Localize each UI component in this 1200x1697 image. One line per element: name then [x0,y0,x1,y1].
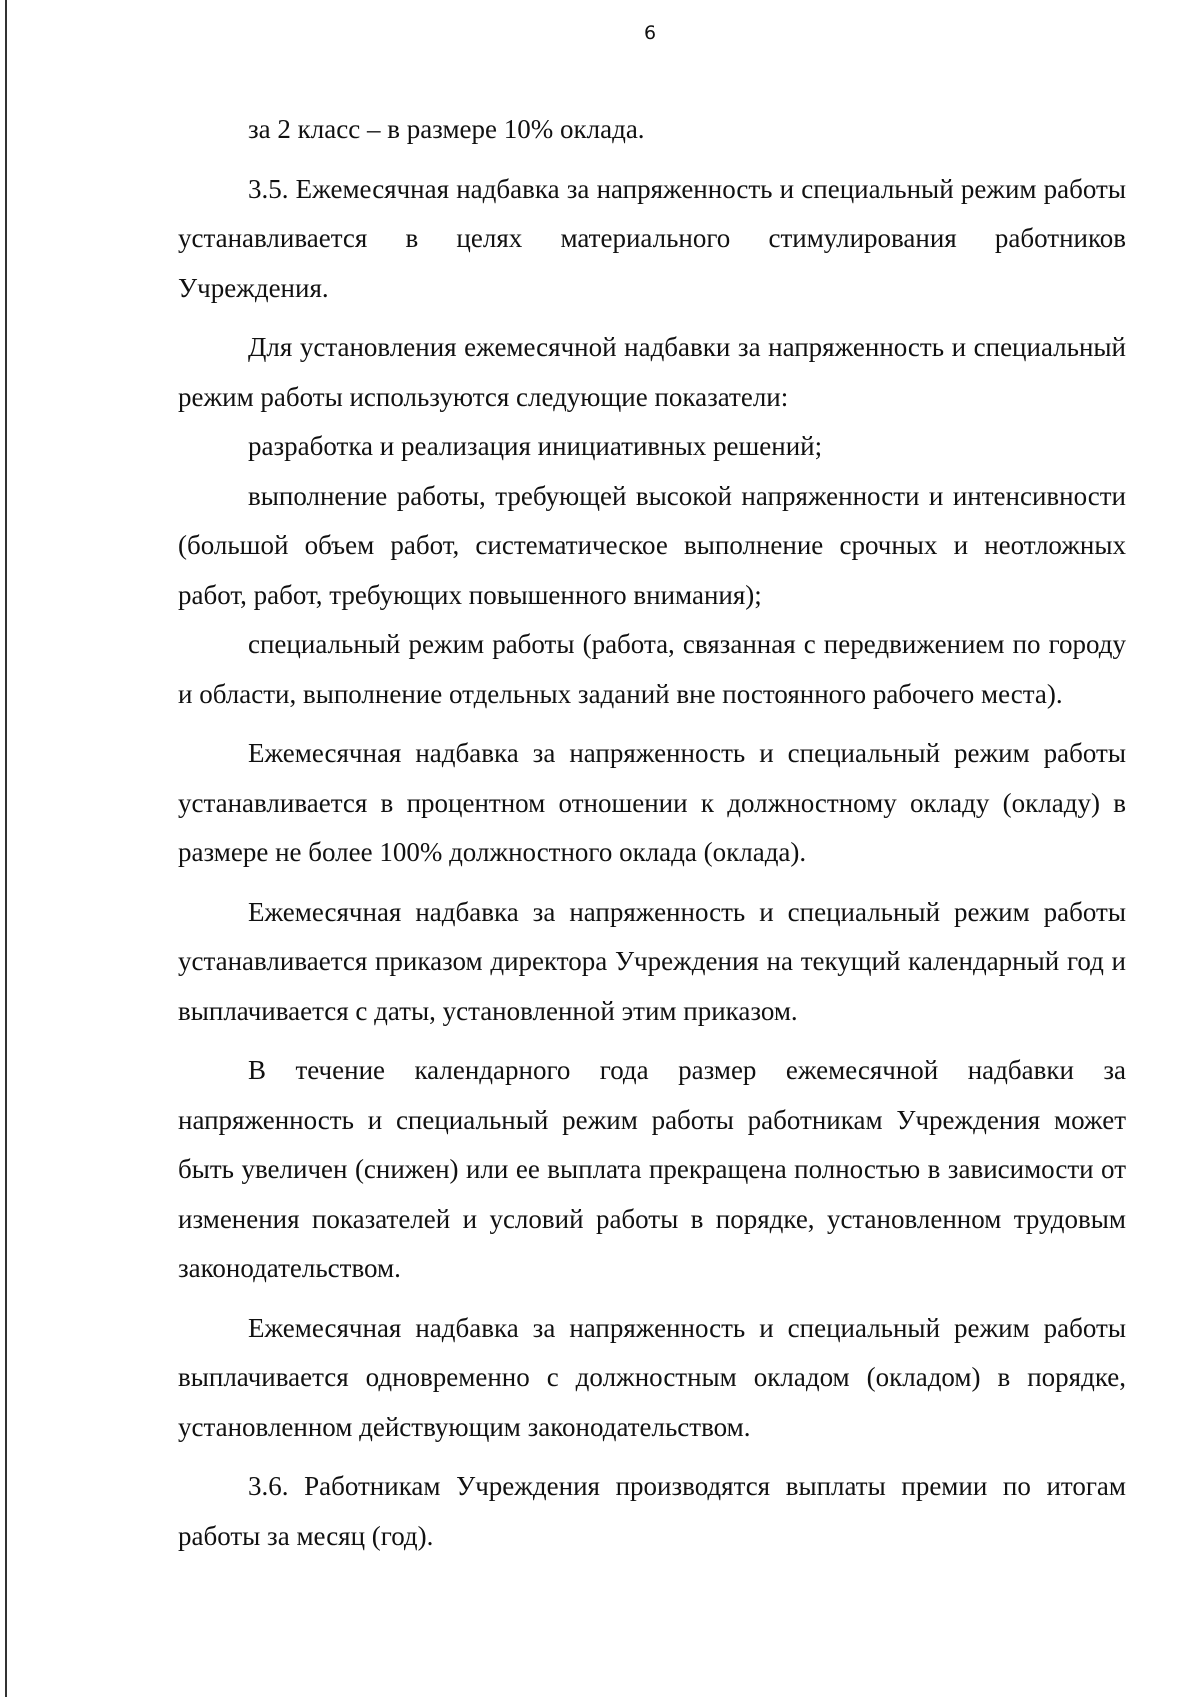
paragraph-indicators-intro: Для установления ежемесячной надбавки за напряженность и специальный режим работы используются следующие показатели: [178,332,1126,412]
document-body [178,105,1126,1561]
paragraph-indicator-initiatives: разработка и реализация инициативных решений; [248,431,823,461]
paragraph-indicator-intensity: выполнение работы, требующей высокой напряженности и интенсивности (большой объем работ, систематическое выполнение срочных и неотложных работ, работ, требующих повышенного внимания); [178,480,1126,610]
paragraph-class-2-rate: за 2 класс – в размере 10% оклада. [248,114,645,144]
scan-edge-line [5,0,7,1697]
paragraph-allowance-order: Ежемесячная надбавка за напряженность и специальный режим работы устанавливается приказом директора Учреждения на текущий календарный год и выплачивается с даты, установленной этим приказом. [178,896,1126,1026]
page-number: 6 [643,22,657,44]
paragraph-allowance-change: В течение календарного года размер ежемесячной надбавки за напряженность и специальный режим работы работникам Учреждения может быть увеличен (снижен) или ее выплата прекращена полностью в зависимости от изменения показателей и условий работы в порядке, установленном трудовым законодательством. [178,1055,1126,1283]
paragraph-indicator-special-mode: специальный режим работы (работа, связанная с передвижением по городу и области, выполнение отдельных заданий вне постоянного рабочего места). [178,629,1126,709]
paragraph-3-6-bonus: 3.6. Работникам Учреждения производятся выплаты премии по итогам работы за месяц (год). [178,1471,1126,1551]
paragraph-3-5-allowance: 3.5. Ежемесячная надбавка за напряженность и специальный режим работы устанавливается в целях материального стимулирования работников Учреждения. [178,173,1126,303]
paragraph-allowance-payment: Ежемесячная надбавка за напряженность и специальный режим работы выплачивается одновременно с должностным окладом (окладом) в порядке, установленном действующим законодательством. [178,1312,1126,1442]
paragraph-allowance-percentage: Ежемесячная надбавка за напряженность и специальный режим работы устанавливается в процентном отношении к должностному окладу (окладу) в размере не более 100% должностного оклада (оклада). [178,738,1126,867]
